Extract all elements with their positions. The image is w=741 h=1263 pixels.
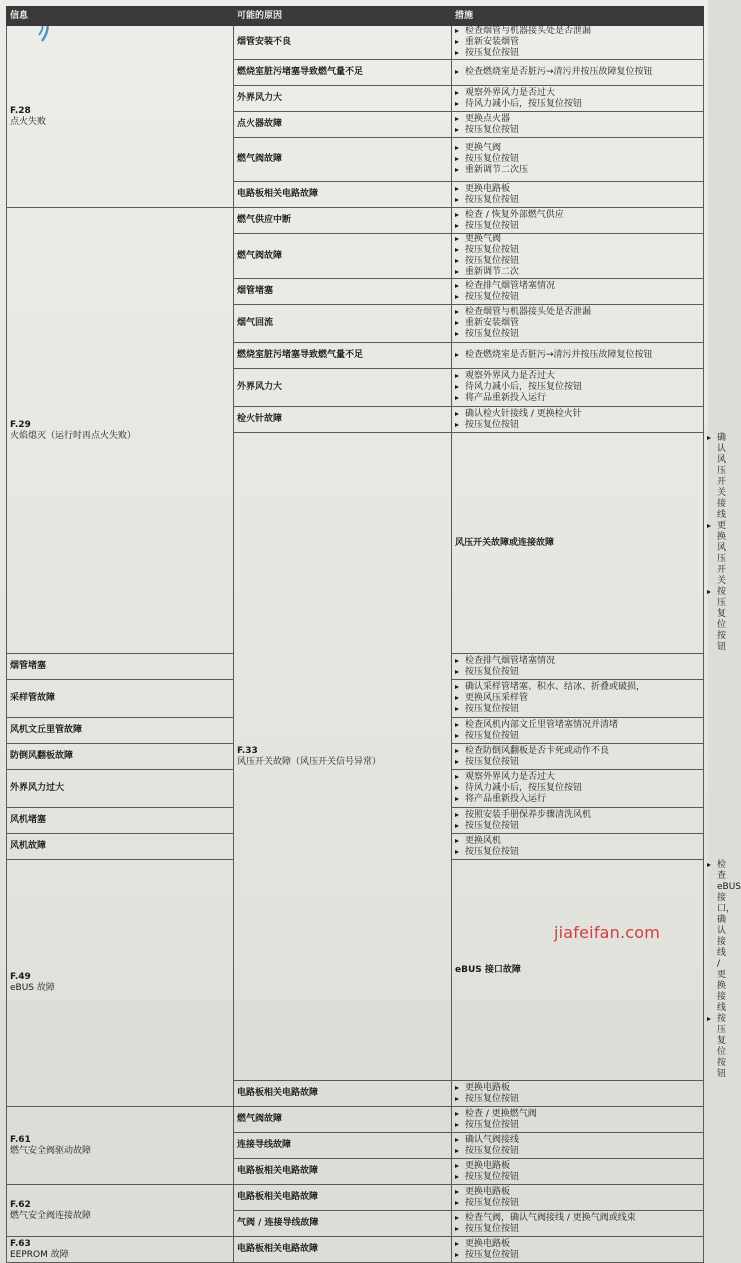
measure-item: 检查排气烟管堵塞情况 bbox=[455, 656, 700, 667]
measure-cell bbox=[452, 770, 704, 808]
fault-code: F.28 bbox=[10, 105, 31, 116]
measure-item: 检查风机内部文丘里管堵塞情况并清堵 bbox=[455, 720, 700, 731]
measure-item: 将产品重新投入运行 bbox=[455, 393, 700, 404]
measure-item: 按压复位按钮 bbox=[455, 48, 700, 59]
cause-cell: 燃气供应中断 bbox=[234, 208, 452, 234]
cause-cell: 风机堵塞 bbox=[7, 808, 234, 834]
measure-list bbox=[455, 184, 700, 206]
measure-cell bbox=[452, 1211, 704, 1237]
measure-cell bbox=[452, 1107, 704, 1133]
measure-cell bbox=[452, 654, 704, 680]
measure-item: 检查烟管与机器接头处是否泄漏 bbox=[455, 307, 700, 318]
cause-cell: 气阀 / 连接导线故障 bbox=[234, 1211, 452, 1237]
watermark: jiafeifan.com bbox=[554, 923, 661, 942]
cause-cell: 外界风力大 bbox=[234, 86, 452, 112]
measure-item: 更换电路板 bbox=[455, 1161, 700, 1172]
cause-cell: 烟管安装不良 bbox=[234, 26, 452, 60]
measure-item: 检查 eBUS 接口，确认接线 / 更换接线 bbox=[707, 860, 717, 1014]
fault-code-cell bbox=[7, 208, 234, 654]
measure-cell bbox=[452, 680, 704, 718]
measure-item: 确认风压开关接线 bbox=[707, 433, 717, 521]
measure-item: 更换风压采样管 bbox=[455, 693, 700, 704]
measure-item: 按压复位按钮 bbox=[455, 221, 700, 232]
cause-cell: 烟管堵塞 bbox=[7, 654, 234, 680]
measure-list bbox=[455, 210, 700, 232]
measure-item: 按压复位按钮 bbox=[707, 1014, 717, 1080]
measure-item: 按压复位按钮 bbox=[455, 292, 700, 303]
measure-list bbox=[455, 371, 700, 404]
fault-description: EEPROM 故障 bbox=[10, 1249, 69, 1260]
measure-item: 待风力减小后，按压复位按钮 bbox=[455, 382, 700, 393]
fault-code-table bbox=[6, 6, 741, 1263]
measure-item: 按压复位按钮 bbox=[455, 125, 700, 136]
measure-cell bbox=[452, 407, 704, 433]
measure-item: 检查 / 恢复外部燃气供应 bbox=[455, 210, 700, 221]
measure-item: 重新安装烟管 bbox=[455, 318, 700, 329]
fault-code-cell bbox=[7, 860, 234, 1107]
cause-cell: 电路板相关电路故障 bbox=[234, 182, 452, 208]
measure-cell bbox=[452, 718, 704, 744]
measure-item: 按压复位按钮 bbox=[455, 1172, 700, 1183]
measure-item: 按压复位按钮 bbox=[455, 847, 700, 858]
header-measure: 措施 bbox=[452, 7, 704, 26]
cause-cell: 风压开关故障或连接故障 bbox=[452, 433, 704, 654]
cause-cell: 连接导线故障 bbox=[234, 1133, 452, 1159]
measure-item: 更换气阀 bbox=[455, 234, 700, 245]
measure-item: 确认气阀接线 bbox=[455, 1135, 700, 1146]
measure-item: 观察外界风力是否过大 bbox=[455, 88, 700, 99]
measure-item: 按压复位按钮 bbox=[455, 1120, 700, 1131]
measure-list bbox=[455, 746, 700, 768]
cause-cell: 电路板相关电路故障 bbox=[234, 1081, 452, 1107]
measure-item: 待风力减小后，按压复位按钮 bbox=[455, 99, 700, 110]
measure-item: 待风力减小后，按压复位按钮 bbox=[455, 783, 700, 794]
measure-item: 重新安装烟管 bbox=[455, 37, 700, 48]
measure-item: 更换电路板 bbox=[455, 184, 700, 195]
measure-item: 按压复位按钮 bbox=[455, 667, 700, 678]
fault-code-cell bbox=[234, 433, 452, 1081]
measure-list bbox=[455, 1239, 700, 1261]
measure-item: 更换点火器 bbox=[455, 114, 700, 125]
measure-item: 检查气阀，确认气阀接线 / 更换气阀或线束 bbox=[455, 1213, 700, 1224]
measure-cell bbox=[452, 112, 704, 138]
measure-cell bbox=[452, 86, 704, 112]
measure-cell bbox=[452, 1237, 704, 1263]
measure-list bbox=[455, 114, 700, 136]
measure-item: 确认检火针接线 / 更换检火针 bbox=[455, 409, 700, 420]
measure-item: 按压复位按钮 bbox=[455, 704, 700, 715]
header-cause: 可能的原因 bbox=[234, 7, 452, 26]
measure-cell bbox=[452, 1133, 704, 1159]
measure-list bbox=[455, 1161, 700, 1183]
cause-cell: 风机文丘里管故障 bbox=[7, 718, 234, 744]
measure-item: 更换电路板 bbox=[455, 1083, 700, 1094]
measure-item: 检查防倒风翻板是否卡死或动作不良 bbox=[455, 746, 700, 757]
fault-code: F.49 bbox=[10, 972, 31, 982]
cause-cell: 烟气回流 bbox=[234, 305, 452, 343]
fault-description: eBUS 故障 bbox=[10, 983, 55, 993]
measure-list bbox=[455, 682, 700, 715]
measure-cell bbox=[452, 60, 704, 86]
measure-list bbox=[455, 88, 700, 110]
measure-item: 检查烟管与机器接头处是否泄漏 bbox=[455, 26, 700, 37]
measure-cell bbox=[452, 1081, 704, 1107]
cause-cell: 燃气阀故障 bbox=[234, 138, 452, 182]
fault-code-cell bbox=[7, 26, 234, 208]
cause-cell: 风机故障 bbox=[7, 834, 234, 860]
measure-list bbox=[455, 656, 700, 678]
cause-cell: 防倒风翻板故障 bbox=[7, 744, 234, 770]
measure-list bbox=[455, 409, 700, 431]
fault-code-cell bbox=[7, 1237, 234, 1263]
measure-list bbox=[455, 1083, 700, 1105]
measure-cell bbox=[452, 1159, 704, 1185]
measure-list bbox=[455, 143, 700, 176]
table-row bbox=[7, 1107, 704, 1133]
measure-item: 按压复位按钮 bbox=[455, 420, 700, 431]
measure-item: 按压复位按钮 bbox=[707, 587, 717, 653]
measure-item: 检查 / 更换燃气阀 bbox=[455, 1109, 700, 1120]
fault-description: 火焰熄灭（运行时再点火失败） bbox=[10, 430, 137, 441]
measure-item: 按压复位按钮 bbox=[455, 731, 700, 742]
cause-cell: 点火器故障 bbox=[234, 112, 452, 138]
measure-item: 按压复位按钮 bbox=[455, 329, 700, 340]
measure-item: 按压复位按钮 bbox=[455, 245, 700, 256]
measure-cell bbox=[452, 305, 704, 343]
measure-item: 确认采样管堵塞、积水、结冰、折叠或破损， bbox=[455, 682, 700, 693]
cause-cell: 电路板相关电路故障 bbox=[234, 1237, 452, 1263]
table-body bbox=[7, 26, 741, 1263]
fault-code: F.61 bbox=[10, 1134, 31, 1145]
measure-cell bbox=[452, 808, 704, 834]
fault-code-cell bbox=[7, 1107, 234, 1185]
measure-item: 重新调节二次 bbox=[455, 267, 700, 278]
measure-list bbox=[455, 26, 700, 59]
measure-item: 按压复位按钮 bbox=[455, 1094, 700, 1105]
measure-item: 将产品重新投入运行 bbox=[455, 794, 700, 805]
measure-item: 检查排气烟管堵塞情况 bbox=[455, 281, 700, 292]
measure-cell bbox=[452, 744, 704, 770]
fault-description: 燃气安全阀连接故障 bbox=[10, 1210, 92, 1221]
measure-item: 按压复位按钮 bbox=[455, 1146, 700, 1157]
measure-cell bbox=[452, 138, 704, 182]
measure-cell bbox=[452, 208, 704, 234]
cause-cell: 外界风力大 bbox=[234, 369, 452, 407]
cause-cell: 燃烧室脏污堵塞导致燃气量不足 bbox=[234, 60, 452, 86]
fault-description: 燃气安全阀驱动故障 bbox=[10, 1145, 92, 1156]
table-row bbox=[7, 1237, 704, 1263]
measure-list bbox=[455, 67, 700, 78]
measure-item: 按压复位按钮 bbox=[455, 1250, 700, 1261]
cause-cell: 电路板相关电路故障 bbox=[234, 1159, 452, 1185]
measure-item: 按压复位按钮 bbox=[455, 256, 700, 267]
measure-item: 更换风机 bbox=[455, 836, 700, 847]
cause-cell: 燃气阀故障 bbox=[234, 234, 452, 279]
measure-item: 观察外界风力是否过大 bbox=[455, 772, 700, 783]
measure-cell bbox=[452, 182, 704, 208]
measure-item: 按压复位按钮 bbox=[455, 821, 700, 832]
cause-cell: 燃气阀故障 bbox=[234, 1107, 452, 1133]
measure-list bbox=[455, 772, 700, 805]
measure-list bbox=[455, 810, 700, 832]
cause-cell: 燃烧室脏污堵塞导致燃气量不足 bbox=[234, 343, 452, 369]
measure-list bbox=[455, 281, 700, 303]
fault-description: 风压开关故障（风压开关信号异常） bbox=[237, 756, 382, 767]
cause-cell: 检火针故障 bbox=[234, 407, 452, 433]
table-row bbox=[7, 26, 704, 60]
measure-cell bbox=[452, 343, 704, 369]
measure-list bbox=[455, 350, 700, 361]
measure-list bbox=[455, 1135, 700, 1157]
fault-code: F.33 bbox=[237, 745, 258, 756]
measure-cell bbox=[452, 834, 704, 860]
measure-item: 按压复位按钮 bbox=[455, 154, 700, 165]
measure-item: 更换风压开关 bbox=[707, 521, 717, 587]
cause-cell: 电路板相关电路故障 bbox=[234, 1185, 452, 1211]
table-row bbox=[7, 208, 704, 234]
measure-item: 按压复位按钮 bbox=[455, 195, 700, 206]
measure-cell bbox=[452, 1185, 704, 1211]
table-row bbox=[7, 1185, 704, 1211]
cause-cell: 烟管堵塞 bbox=[234, 279, 452, 305]
cause-cell: eBUS 接口故障 bbox=[452, 860, 704, 1081]
measure-cell bbox=[452, 26, 704, 60]
table-header-row bbox=[7, 7, 704, 26]
measure-list bbox=[455, 836, 700, 858]
measure-item: 更换电路板 bbox=[455, 1239, 700, 1250]
measure-item: 按压复位按钮 bbox=[455, 1224, 700, 1235]
measure-item: 检查燃烧室是否脏污→清污并按压故障复位按钮 bbox=[455, 67, 700, 78]
measure-list bbox=[455, 1213, 700, 1235]
fault-description: 点火失败 bbox=[10, 116, 47, 127]
measure-item: 按压复位按钮 bbox=[455, 757, 700, 768]
measure-cell bbox=[452, 279, 704, 305]
measure-item: 更换电路板 bbox=[455, 1187, 700, 1198]
header-code: 信息 bbox=[7, 7, 234, 26]
measure-item: 重新调节二次压 bbox=[455, 165, 700, 176]
measure-item: 按照安装手册保养步骤清洗风机 bbox=[455, 810, 700, 821]
measure-list bbox=[455, 307, 700, 340]
measure-list bbox=[455, 1187, 700, 1209]
measure-list bbox=[455, 1109, 700, 1131]
cause-cell: 采样管故障 bbox=[7, 680, 234, 718]
measure-item: 检查燃烧室是否脏污→清污并按压故障复位按钮 bbox=[455, 350, 700, 361]
measure-cell bbox=[452, 234, 704, 279]
measure-cell bbox=[452, 369, 704, 407]
measure-list bbox=[455, 720, 700, 742]
measure-item: 更换气阀 bbox=[455, 143, 700, 154]
fault-code-cell bbox=[7, 1185, 234, 1237]
measure-item: 观察外界风力是否过大 bbox=[455, 371, 700, 382]
cause-cell: 外界风力过大 bbox=[7, 770, 234, 808]
fault-code: F.29 bbox=[10, 419, 31, 430]
fault-code: F.63 bbox=[10, 1238, 31, 1249]
measure-list bbox=[455, 234, 700, 278]
fault-code: F.62 bbox=[10, 1199, 31, 1210]
measure-item: 按压复位按钮 bbox=[455, 1198, 700, 1209]
